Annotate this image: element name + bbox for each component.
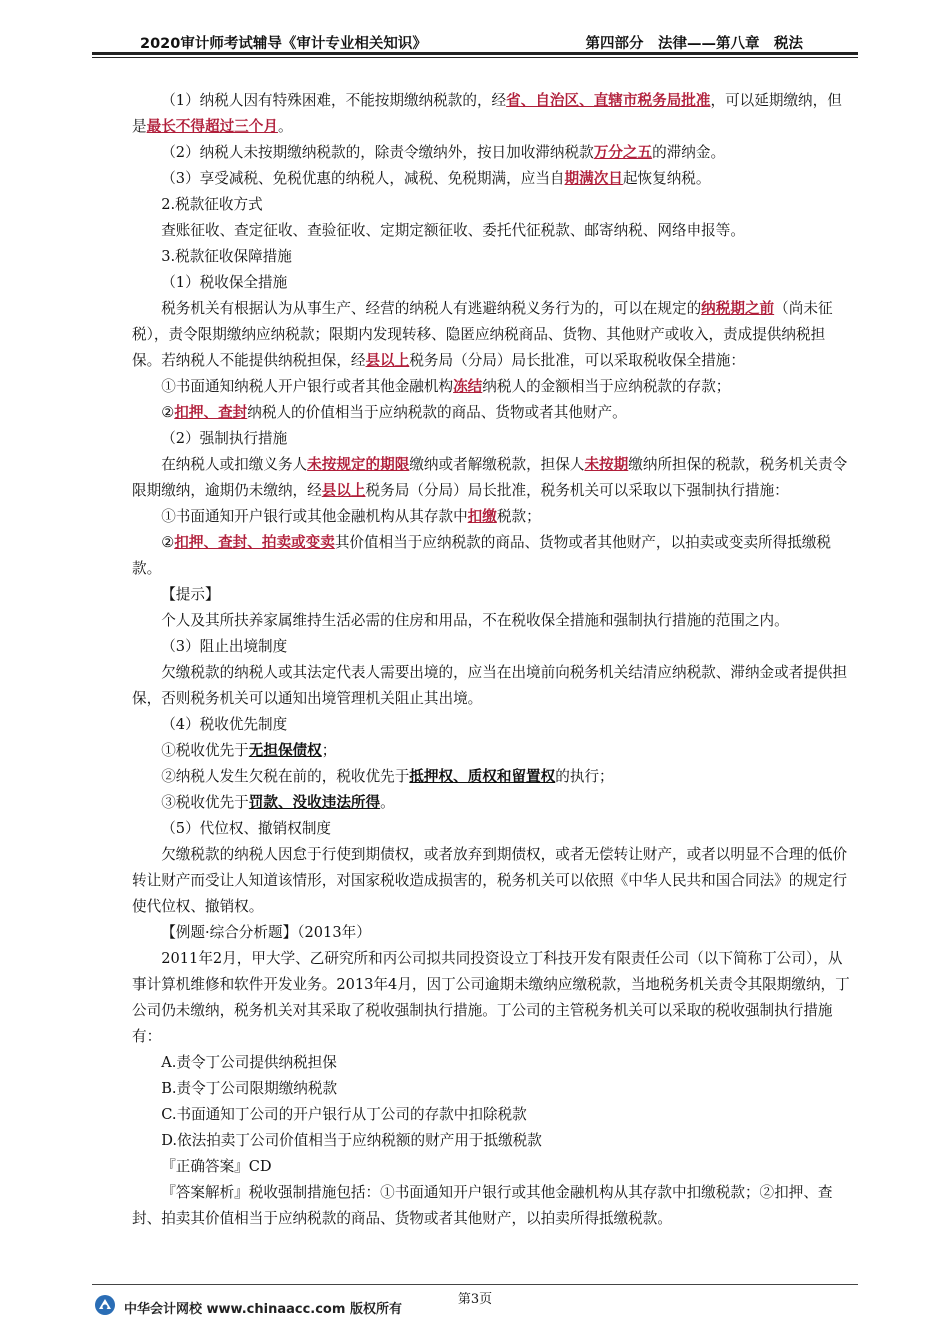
highlight: 最长不得超过三个月 <box>146 118 278 135</box>
subsection-heading: （4）税收优先制度 <box>161 716 288 733</box>
subsection-heading: （1）税收保全措施 <box>161 274 288 291</box>
emphasis: 抵押权、质权和留置权 <box>409 768 556 785</box>
subsection-heading: （3）阻止出境制度 <box>161 638 288 655</box>
option-d: D.依法拍卖丁公司价值相当于应纳税额的财产用于抵缴税款 <box>161 1132 542 1149</box>
document-body <box>132 88 850 1232</box>
paragraph: 欠缴税款的纳税人或其法定代表人需要出境的，应当在出境前向税务机关结清应纳税款、滞纳金或者提供担保，否则税务机关可以通知出境管理机关阻止其出境。 <box>132 664 848 707</box>
paragraph: ②扣押、查封、拍卖或变卖其价值相当于应纳税款的商品、货物或者其他财产，以拍卖或变卖所得抵缴税款。 <box>132 534 832 577</box>
highlight: 扣押、查封 <box>174 404 248 421</box>
highlight: 未按期 <box>584 456 629 473</box>
paragraph: 欠缴税款的纳税人因怠于行使到期债权，或者放弃到期债权，或者无偿转让财产，或者以明显不合理的低价转让财产而受让人知道该情形，对国家税收造成损害的，税务机关可以依照《中华人民共和国合同法》的规定行使代位权、撤销权。 <box>132 846 848 915</box>
footer-brand: 中华会计网校 www.chinaacc.com 版权所有 <box>124 1302 402 1317</box>
paragraph: 在纳税人或扣缴义务人未按规定的期限缴纳或者解缴税款，担保人未按期缴纳所担保的税款，税务机关责令限期缴纳，逾期仍未缴纳，经县以上税务局（分局）局长批准，税务机关可以采取以下强制执行措施： <box>132 456 848 499</box>
highlight: 未按规定的期限 <box>307 456 410 473</box>
page-header <box>92 28 858 52</box>
paragraph: （3）享受减税、免税优惠的纳税人，减税、免税期满，应当自期满次日起恢复纳税。 <box>161 170 711 187</box>
highlight: 扣押、查封、拍卖或变卖 <box>174 534 335 551</box>
emphasis: 无担保债权 <box>248 742 322 759</box>
subsection-heading: （5）代位权、撤销权制度 <box>161 820 332 837</box>
option-b: B.责令丁公司限期缴纳税款 <box>161 1080 338 1097</box>
tip-heading: 【提示】 <box>161 586 220 603</box>
footer-rule <box>92 1284 858 1285</box>
section-heading: 3.税款征收保障措施 <box>161 248 292 265</box>
paragraph: ③税收优先于罚款、没收违法所得。 <box>161 794 395 811</box>
option-c: C.书面通知丁公司的开户银行从丁公司的存款中扣除税款 <box>161 1106 527 1123</box>
paragraph: 2011年2月，甲大学、乙研究所和丙公司拟共同投资设立丁科技开发有限责任公司（以下简称丁公司），从事计算机维修和软件开发业务。2013年4月，因丁公司逾期未缴纳应缴税款，当地税务机关责令其限期缴纳，丁公司仍未缴纳，税务机关对其采取了税收强制执行措施。丁公司的主管税务机关可以采取的税收强制执行措施有： <box>132 950 850 1045</box>
highlight: 省、自治区、直辖市税务局批准 <box>506 92 711 109</box>
subsection-heading: （2）强制执行措施 <box>161 430 288 447</box>
header-rule-thin <box>92 57 858 58</box>
paragraph: ②扣押、查封纳税人的价值相当于应纳税款的商品、货物或者其他财产。 <box>161 404 627 421</box>
paragraph: 个人及其所扶养家属维持生活必需的住房和用品，不在税收保全措施和强制执行措施的范围之内。 <box>161 612 789 629</box>
answer-analysis: 『答案解析』税收强制措施包括：①书面通知开户银行或其他金融机构从其存款中扣缴税款；②扣押、查封、拍卖其价值相当于应纳税款的商品、货物或者其他财产，以拍卖所得抵缴税款。 <box>132 1184 833 1227</box>
correct-answer: 『正确答案』CD <box>161 1158 272 1175</box>
highlight: 万分之五 <box>593 144 653 161</box>
paragraph: （2）纳税人未按期缴纳税款的，除责令缴纳外，按日加收滞纳税款万分之五的滞纳金。 <box>161 144 726 161</box>
paragraph: ①税收优先于无担保债权； <box>161 742 337 759</box>
paragraph: ②纳税人发生欠税在前的，税收优先于抵押权、质权和留置权的执行； <box>161 768 614 785</box>
highlight: 扣缴 <box>467 508 497 525</box>
highlight: 县以上 <box>365 352 410 369</box>
emphasis: 罚款、没收违法所得 <box>248 794 381 811</box>
paragraph: 查账征收、查定征收、查验征收、定期定额征收、委托代征税款、邮寄纳税、网络申报等。 <box>161 222 745 239</box>
header-rule-thick <box>92 52 858 55</box>
highlight: 期满次日 <box>564 170 623 187</box>
paragraph: 税务机关有根据认为从事生产、经营的纳税人有逃避纳税义务行为的，可以在规定的纳税期之前（尚未征税），责令限期缴纳应纳税款；限期内发现转移、隐匿应纳税商品、货物、其他财产或收入，责成提供纳税担保。若纳税人不能提供纳税担保，经县以上税务局（分局）局长批准，可以采取税收保全措施： <box>132 300 833 369</box>
highlight: 冻结 <box>453 378 483 395</box>
highlight: 县以上 <box>321 482 366 499</box>
paragraph: ①书面通知纳税人开户银行或者其他金融机构冻结纳税人的金额相当于应纳税款的存款； <box>161 378 731 395</box>
page-number: 第3页 <box>457 1292 493 1307</box>
section-heading: 2.税款征收方式 <box>161 196 263 213</box>
highlight: 纳税期之前 <box>701 300 775 317</box>
header-title: 2020审计师考试辅导《审计专业相关知识》 <box>140 36 427 52</box>
chinaacc-logo-icon <box>94 1294 116 1316</box>
example-heading: 【例题·综合分析题】（2013年） <box>161 924 371 941</box>
paragraph: ①书面通知开户银行或其他金融机构从其存款中扣缴税款； <box>161 508 541 525</box>
paragraph: （1）纳税人因有特殊困难，不能按期缴纳税款的，经省、自治区、直辖市税务局批准，可以延期缴纳，但是最长不得超过三个月。 <box>132 92 842 135</box>
option-a: A.责令丁公司提供纳税担保 <box>161 1054 337 1071</box>
header-chapter: 第四部分 法律——第八章 税法 <box>585 36 803 52</box>
